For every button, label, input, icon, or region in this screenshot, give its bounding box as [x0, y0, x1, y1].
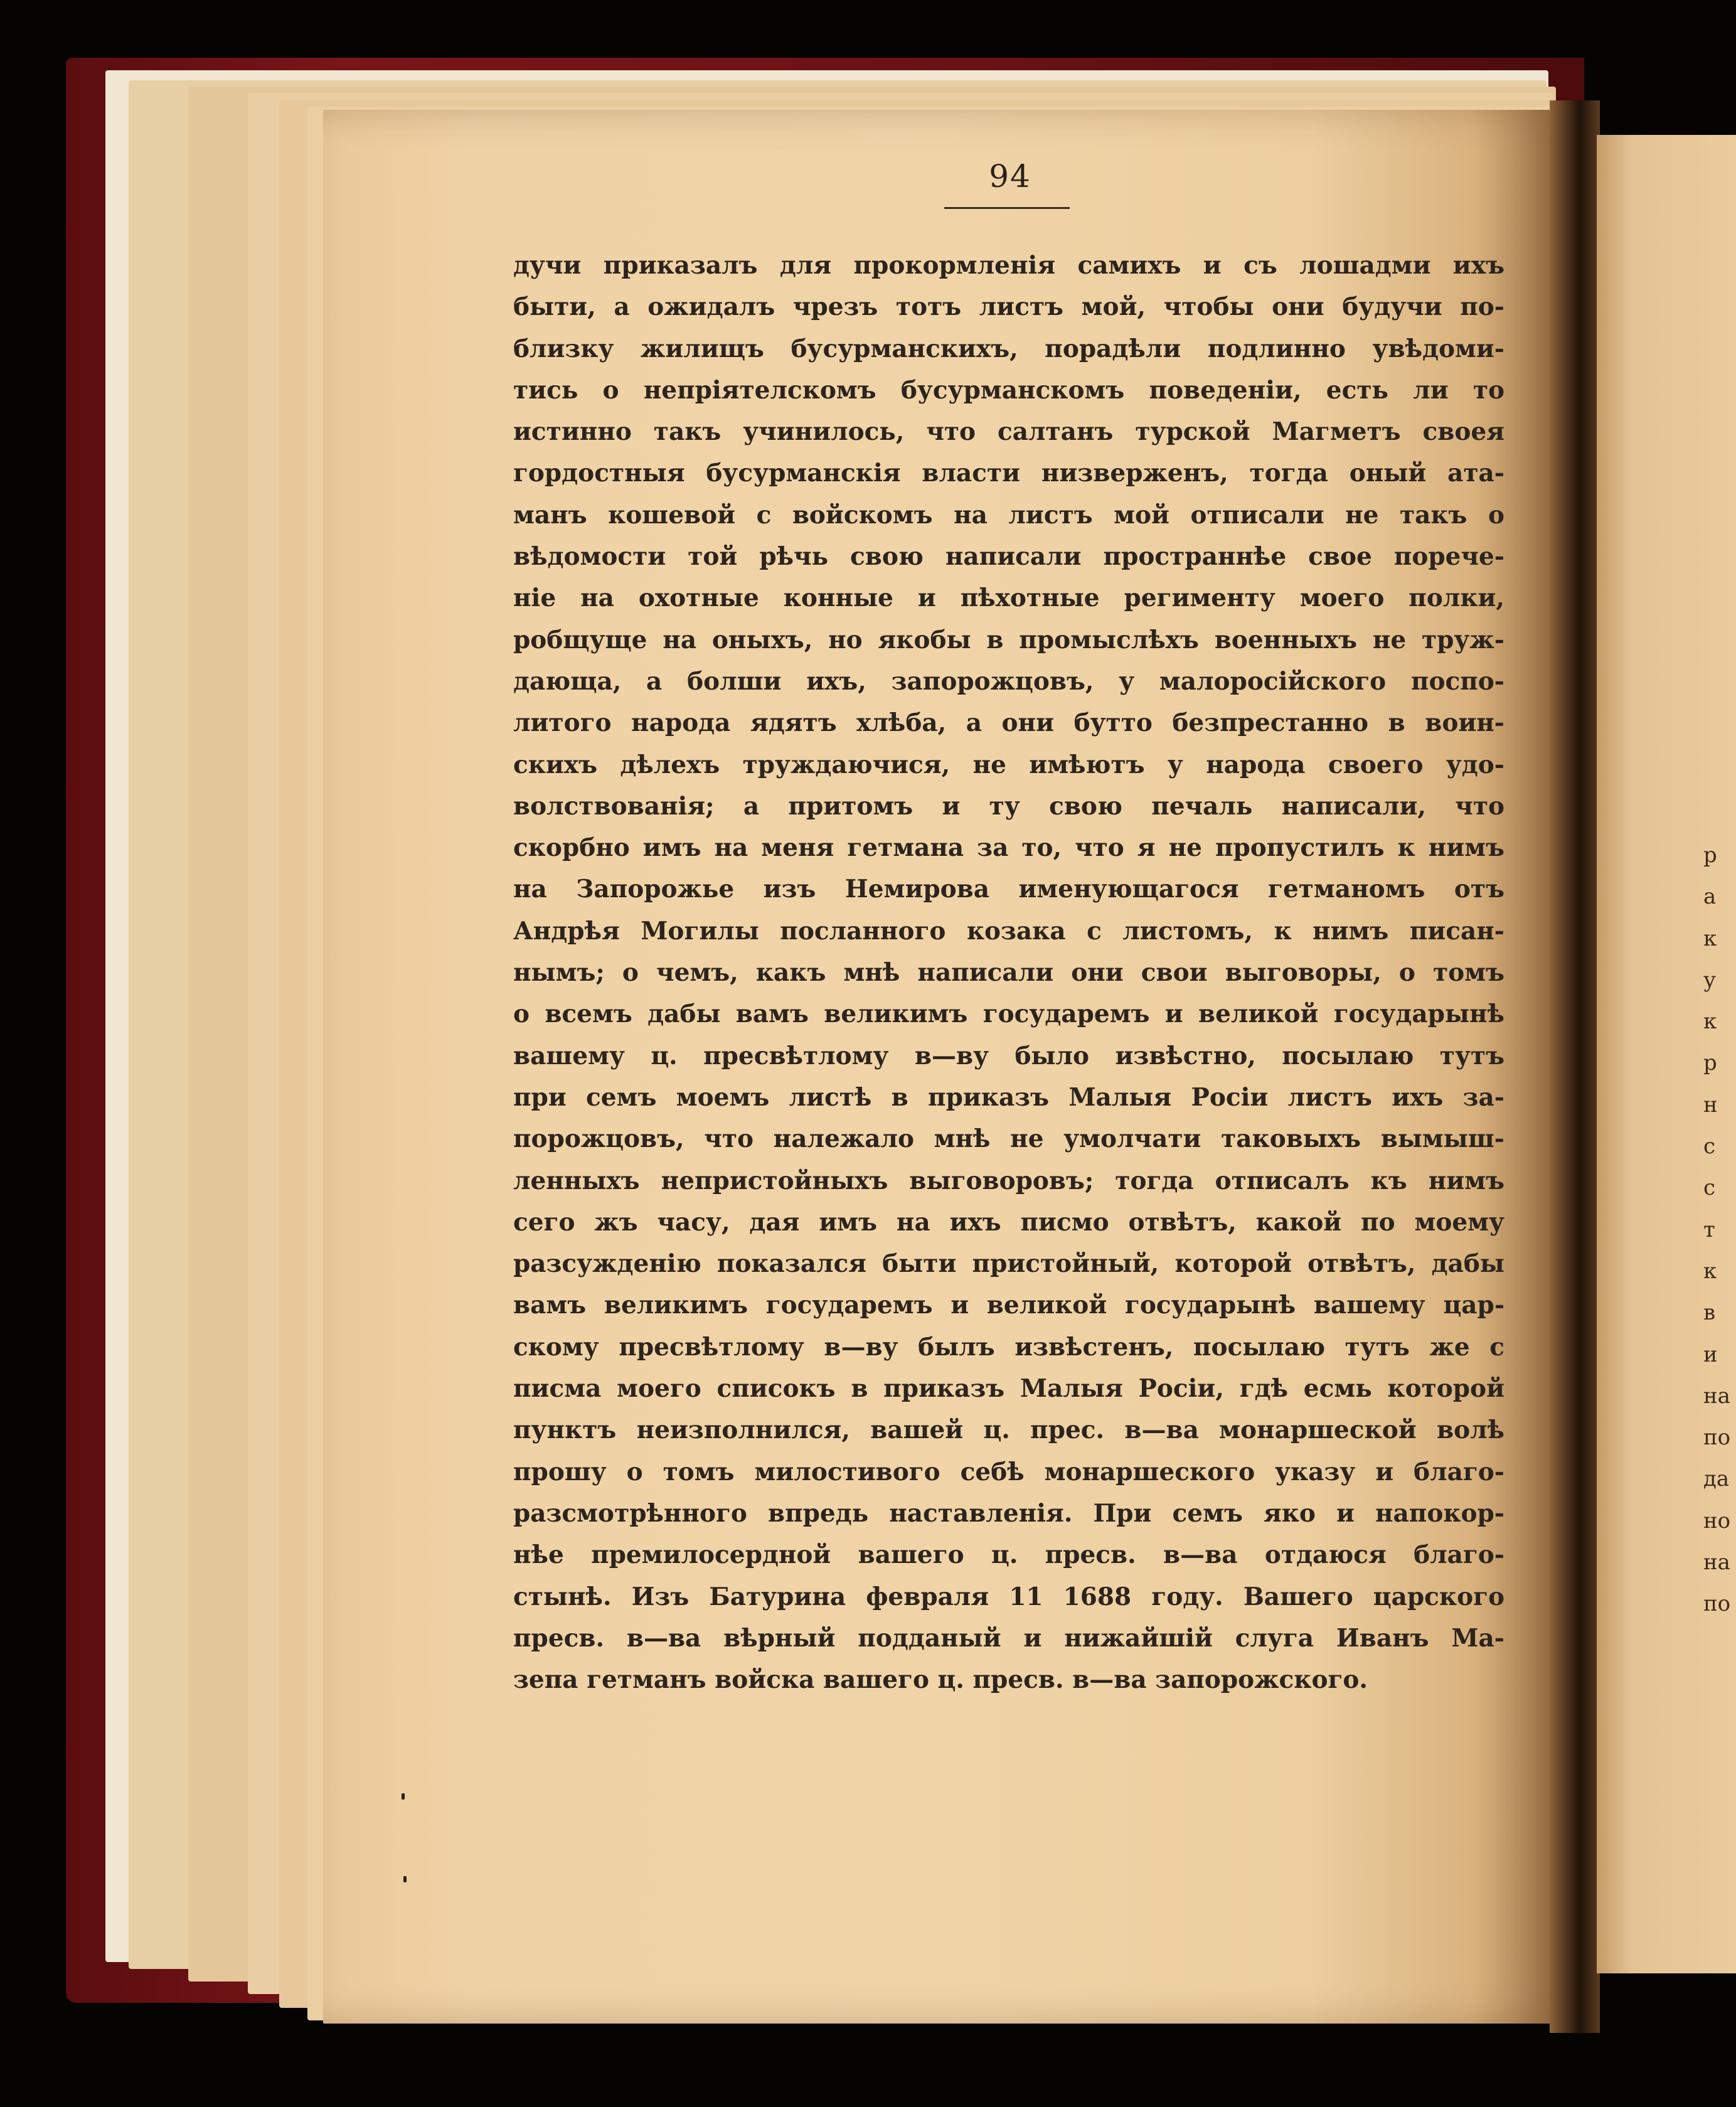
facing-page-fragment: но	[1703, 1508, 1731, 1534]
facing-page-fragment: по	[1703, 1591, 1731, 1617]
text-line: дающа, а болши ихъ, запорожцовъ, у малоросійского поспо-	[513, 666, 1504, 696]
text-line: нѣе премилосердной вашего ц. пресв. в—ва отдаюся благо-	[513, 1540, 1504, 1570]
text-line: сего жъ часу, дая имъ на ихъ писмо отвѣтъ, какой по моему	[513, 1207, 1504, 1237]
book-gutter	[1550, 100, 1600, 2033]
facing-page-fragment: у	[1703, 967, 1717, 993]
text-line: волствованія; а притомъ и ту свою печаль написали, что	[513, 791, 1504, 821]
facing-page-fragment: к	[1703, 1258, 1717, 1284]
page-number-rule	[944, 207, 1070, 209]
text-line: скорбно имъ на меня гетмана за то, что я не пропустилъ к нимъ	[513, 833, 1504, 863]
text-line: близку жилищъ бусурманскихъ, порадѣли подлинно увѣдоми-	[513, 334, 1504, 363]
text-line-last: зепа гетманъ войска вашего ц. пресв. в—ва запорожского.	[513, 1665, 1368, 1695]
text-line: на Запорожье изъ Немирова именующагося гетманомъ отъ	[513, 875, 1504, 904]
facing-page-fragment: к	[1703, 1009, 1717, 1035]
facing-page-fragment: и	[1703, 1342, 1718, 1367]
text-line: вамъ великимъ государемъ и великой государынѣ вашему цар-	[513, 1291, 1504, 1320]
facing-page-fragment: р	[1703, 843, 1717, 868]
text-line: скому пресвѣтлому в—ву былъ извѣстенъ, посылаю тутъ же с	[513, 1332, 1504, 1362]
text-line: порожцовъ, что належало мнѣ не умолчати таковыхъ вымыш-	[513, 1124, 1504, 1154]
text-line: о всемъ дабы вамъ великимъ государемъ и великой государынѣ	[513, 1000, 1504, 1029]
text-line: стынѣ. Изъ Батурина февраля 11 1688 году. Вашего царского	[513, 1582, 1504, 1611]
facing-page-fragments	[1703, 835, 1736, 1625]
page-speck	[402, 1793, 405, 1800]
text-line: Андрѣя Могилы посланного козака с листомъ, к нимъ писан-	[513, 916, 1504, 946]
facing-page-fragment: в	[1703, 1300, 1716, 1326]
body-text	[513, 245, 1504, 1700]
text-line: писма моего списокъ в приказъ Малыя Росіи, гдѣ есмь которой	[513, 1374, 1504, 1404]
text-line: манъ кошевой с войскомъ на листъ мой отписали не такъ о	[513, 500, 1504, 530]
facing-page-fragment: с	[1703, 1134, 1716, 1160]
facing-page-fragment: на	[1703, 1383, 1730, 1409]
facing-page-fragment: р	[1703, 1050, 1717, 1076]
text-line: пресв. в—ва вѣрный подданый и нижайшій слуга Иванъ Ма-	[513, 1623, 1504, 1653]
text-line: робщуще на оныхъ, но якобы в промыслѣхъ военныхъ не труж-	[513, 625, 1504, 654]
text-line: ленныхъ непристойныхъ выговоровъ; тогда отписалъ къ нимъ	[513, 1166, 1504, 1195]
facing-page-fragment: к	[1703, 925, 1717, 951]
text-line: вѣдомости той рѣчь свою написали пространнѣе свое порече-	[513, 542, 1504, 572]
page-number: 94	[989, 158, 1031, 195]
text-line: истинно такъ учинилось, что салтанъ турской Магметъ своея	[513, 417, 1504, 447]
facing-page-fragment: н	[1703, 1092, 1718, 1118]
text-line: вашему ц. пресвѣтлому в—ву было извѣстно, посылаю тутъ	[513, 1041, 1504, 1070]
text-line: ніе на охотные конные и пѣхотные регименту моего полки,	[513, 584, 1504, 613]
text-line: разсужденію показался быти пристойный, которой отвѣтъ, дабы	[513, 1249, 1504, 1279]
text-line: быти, а ожидалъ чрезъ тотъ листъ мой, чтобы они будучи по-	[513, 292, 1504, 322]
text-line: тись о непріятелскомъ бусурманскомъ поведеніи, есть ли то	[513, 375, 1504, 405]
text-line: прошу о томъ милостивого себѣ монаршеского указу и благо-	[513, 1457, 1504, 1486]
facing-page-fragment: по	[1703, 1425, 1731, 1451]
text-line: нымъ; о чемъ, какъ мнѣ написали они свои выговоры, о томъ	[513, 958, 1504, 988]
text-line: литого народа ядятъ хлѣба, а они бутто безпрестанно в воин-	[513, 708, 1504, 738]
facing-page-fragment: а	[1703, 884, 1717, 910]
page-speck	[403, 1876, 407, 1882]
text-line: скихъ дѣлехъ труждаючися, не имѣютъ у народа своего удо-	[513, 750, 1504, 779]
facing-page-fragment: да	[1703, 1466, 1730, 1492]
text-line: пунктъ неизполнился, вашей ц. прес. в—ва монаршеской волѣ	[513, 1416, 1504, 1445]
facing-page-fragment: на	[1703, 1550, 1730, 1576]
text-line: дучи приказалъ для прокормленія самихъ и съ лошадми ихъ	[513, 251, 1504, 280]
facing-page-fragment: т	[1703, 1217, 1715, 1242]
text-line: гордостныя бусурманскія власти низверженъ, тогда оный ата-	[513, 459, 1504, 488]
text-line: при семъ моемъ листѣ в приказъ Малыя Росіи листъ ихъ за-	[513, 1082, 1504, 1112]
text-line: разсмотрѣнного впредь наставленія. При семъ яко и напокор-	[513, 1498, 1504, 1528]
facing-page-fragment: с	[1703, 1175, 1716, 1201]
